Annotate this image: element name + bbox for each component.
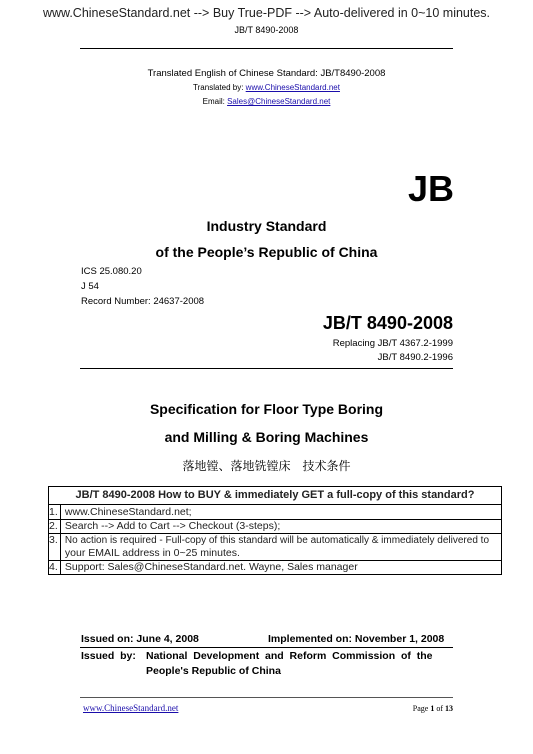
translated-by xyxy=(0,83,533,92)
implemented-on: Implemented on: November 1, 2008 xyxy=(268,633,445,645)
purchase-step-continued xyxy=(49,547,240,559)
standard-title-line1: Industry Standard xyxy=(206,218,327,234)
step-text: Search --> Add to Cart --> Checkout (3-steps); xyxy=(64,520,281,532)
step-number: 3. xyxy=(49,534,58,546)
purchase-step xyxy=(49,561,358,573)
purchase-info-box xyxy=(48,486,502,575)
purchase-step xyxy=(49,534,489,546)
document-title-line1: Specification for Floor Type Boring xyxy=(149,401,384,417)
j-code: J 54 xyxy=(81,281,99,292)
replacing-line1: Replacing JB/T 4367.2-1999 xyxy=(332,338,453,349)
step-text: www.ChineseStandard.net; xyxy=(64,506,192,518)
document-title-line2: and Milling & Boring Machines xyxy=(164,429,369,445)
page-label: Page xyxy=(412,704,431,713)
email-label: Email: xyxy=(202,97,228,106)
step-text: Support: Sales@ChineseStandard.net. Wayne, Sales manager xyxy=(64,561,358,573)
number-divider xyxy=(80,368,453,369)
of-label: of xyxy=(434,704,445,713)
translation-line: Translated English of Chinese Standard: JB/T8490-2008 xyxy=(147,68,386,79)
translated-by-label: Translated by: xyxy=(193,83,246,92)
ics-code: ICS 25.080.20 xyxy=(81,266,142,277)
page-total: 13 xyxy=(445,704,453,713)
step-text: No action is required - Full-copy of this standard will be automatically & immediately delivered to xyxy=(64,535,489,546)
issued-by-line1: National Development and Reform Commission of the xyxy=(146,650,433,662)
footer-divider xyxy=(80,697,453,698)
running-header: JB/T 8490-2008 xyxy=(234,25,299,35)
box-divider xyxy=(49,504,501,505)
header-divider xyxy=(80,48,453,49)
translator-link[interactable]: www.ChineseStandard.net xyxy=(245,83,340,92)
issued-divider xyxy=(80,647,453,648)
purchase-step xyxy=(49,520,280,532)
page-number: 1 xyxy=(430,704,435,713)
purchase-step xyxy=(49,506,192,518)
email-line xyxy=(0,97,533,106)
issued-on: Issued on: June 4, 2008 xyxy=(81,633,199,645)
issued-by-label: Issued by: xyxy=(81,650,136,662)
purchase-box-title: JB/T 8490-2008 How to BUY & immediately GET a full-copy of this standard? xyxy=(75,489,475,501)
footer-link[interactable]: www.ChineseStandard.net xyxy=(83,703,179,713)
page-indicator xyxy=(413,704,453,713)
standard-title-line2: of the People’s Republic of China xyxy=(155,244,378,260)
email-link[interactable]: Sales@ChineseStandard.net xyxy=(227,97,331,106)
step-text: your EMAIL address in 0~25 minutes. xyxy=(64,547,240,559)
step-number: 4. xyxy=(49,561,58,573)
top-banner: www.ChineseStandard.net --> Buy True-PDF --> Auto-delivered in 0~10 minutes. xyxy=(42,6,491,20)
chinese-title: 落地镗、落地铣镗床 技术条件 xyxy=(182,459,351,473)
replacing-line2: JB/T 8490.2-1996 xyxy=(377,352,453,363)
issued-by-line2: People's Republic of China xyxy=(146,665,281,677)
step-number: 2. xyxy=(49,520,58,532)
standard-number: JB/T 8490-2008 xyxy=(322,313,453,333)
jb-logo-text: JB xyxy=(408,168,455,209)
step-number: 1. xyxy=(49,506,58,518)
record-number: Record Number: 24637-2008 xyxy=(81,296,205,307)
footer-link-wrap xyxy=(83,703,178,713)
